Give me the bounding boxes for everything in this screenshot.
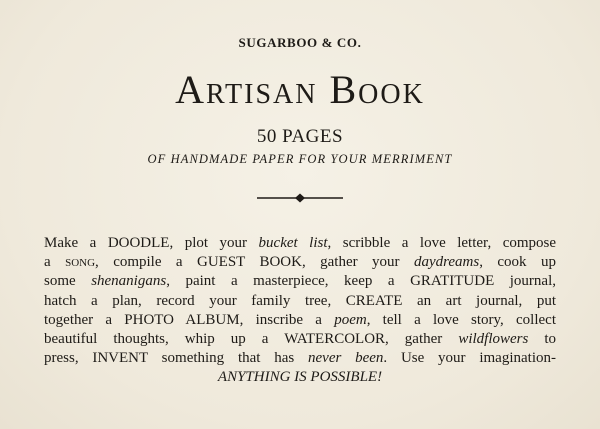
text-run: INVENT [92,350,148,367]
body-line [44,368,556,387]
text-run: journal, [494,273,556,290]
text-run: , inscribe a [239,311,335,328]
closing-phrase: ANYTHING IS POSSIBLE! [217,369,383,386]
brand-name: SUGARBOO & CO. [238,35,362,50]
text-run: , plot your [169,235,259,251]
text-run: some [44,273,92,290]
text-run: daydreams [413,254,480,271]
text-run: , gather your [301,254,414,271]
body-line [44,272,556,291]
text-run: bucket list [258,235,328,251]
body-line [44,330,556,349]
text-run: an art journal, put [402,292,556,309]
text-run: , cook up [479,254,556,271]
text-run: hatch a plan, record your family tree, [44,292,346,309]
text-run: , paint a masterpiece, keep a [166,273,411,290]
text-run: poem [334,311,367,328]
text-run: never been [308,350,384,367]
text-run: song [65,254,96,271]
text-run: to [528,331,557,348]
text-run: , tell a love story, collect [366,311,556,328]
text-run: GUEST BOOK [197,254,302,271]
body-line [44,311,556,330]
text-run: DOODLE [107,235,170,251]
text-run: something that has [147,350,309,367]
text-run: , gather [385,331,459,348]
text-run: . Use your imagination- [383,350,556,367]
ornament-divider-icon [257,192,343,204]
text-run: PHOTO ALBUM [124,311,240,328]
pages-count: 50 PAGES [256,126,344,147]
text-run: , compile a [95,254,197,271]
body-line [44,349,556,368]
text-run: press, [44,350,93,367]
text-run: WATERCOLOR [284,331,386,348]
page-title: Artisan Book [175,67,425,112]
body-line [44,292,556,311]
text-run: , scribble a love letter, compose [327,235,557,251]
text-run: shenanigans [91,273,167,290]
body-paragraph [44,234,556,388]
text-run: Make a [44,235,108,251]
tagline: OF HANDMADE PAPER FOR YOUR MERRIMENT [147,152,453,166]
body-line [44,253,556,272]
text-run: CREATE [345,292,403,309]
body-line [44,234,556,253]
text-run: wildflowers [458,331,529,348]
text-run: GRATITUDE [410,273,495,290]
text-run: together a [44,311,125,328]
text-run: a [44,254,66,271]
text-run: beautiful thoughts, whip up a [44,331,285,348]
